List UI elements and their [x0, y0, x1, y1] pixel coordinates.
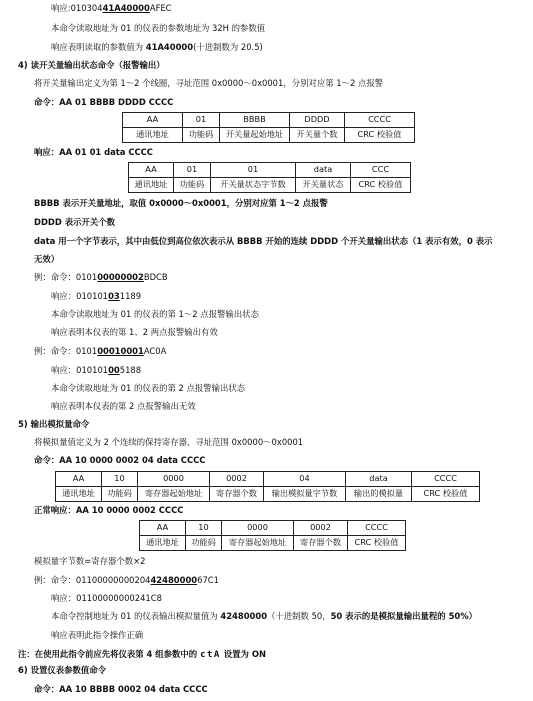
- example-2-command: [34, 347, 166, 357]
- hex-value: 00000002: [97, 272, 144, 282]
- table-cell: 寄存器起始地址: [138, 487, 210, 502]
- table-cell: AA: [56, 472, 102, 487]
- hex-value: 41A40000: [145, 42, 194, 52]
- table-cell: data: [346, 472, 412, 487]
- text: 50 表示的是模拟量输出量程的 50%）: [330, 611, 478, 621]
- table-row: [56, 487, 480, 502]
- table-cell: 开关量状态字节数: [211, 178, 296, 193]
- table-cell: 开关量个数: [290, 128, 345, 143]
- table-cell: 功能码: [183, 128, 220, 143]
- response-table-5: [139, 520, 406, 551]
- table-cell: CRC 校验值: [348, 536, 406, 551]
- table-cell: 10: [102, 472, 138, 487]
- hex-prefix: 010101: [76, 291, 109, 301]
- table-cell: CCC: [351, 163, 411, 178]
- example-3-response-description: 响应表明此指令操作正确: [51, 630, 144, 640]
- example-3-description: [51, 612, 477, 622]
- section-5-description: 将模拟量值定义为 2 个连续的保持寄存器，寻址范围 0x0000～0x0001: [34, 437, 304, 447]
- label: 例：命令：: [34, 346, 76, 356]
- table-row: [123, 113, 415, 128]
- table-cell: data: [296, 163, 351, 178]
- command-format-6: 命令：AA 10 BBBB 0002 04 data CCCC: [34, 684, 208, 694]
- hex-suffix: BDCB: [143, 272, 168, 282]
- example-1-description: 本命令读取地址为 01 的仪表的第 1～2 点报警输出状态: [51, 309, 259, 319]
- hex-suffix: 67C1: [197, 575, 219, 585]
- table-row: [123, 128, 415, 143]
- hex-value: 41A40000: [102, 3, 150, 13]
- table-row: [129, 163, 411, 178]
- table-cell: 通讯地址: [140, 536, 186, 551]
- response-description: [51, 43, 263, 53]
- section-4-description: 将开关量输出定义为第 1～2 个线圈，寻址范围 0x0000～0x0001，分别对应第 1～2 点报警: [34, 78, 384, 88]
- table-cell: AA: [129, 163, 174, 178]
- label: 响应：: [51, 593, 77, 603]
- table-cell: 功能码: [186, 536, 222, 551]
- label: 响应：: [51, 291, 77, 301]
- bytes-formula: 模拟量字节数=寄存器个数×2: [34, 556, 146, 566]
- table-cell: 0000: [138, 472, 210, 487]
- example-2-response: [51, 366, 141, 376]
- table-cell: 功能码: [174, 178, 211, 193]
- dddd-description: DDDD 表示开关个数: [34, 217, 115, 227]
- table-cell: AA: [140, 521, 186, 536]
- table-cell: DDDD: [290, 113, 345, 128]
- data-description-cont: 无效）: [34, 254, 60, 264]
- text: 本命令控制地址为 01 的仪表输出模拟量值为: [51, 611, 221, 621]
- label: 响应:: [51, 3, 71, 13]
- hex-value: 00: [108, 365, 120, 375]
- label: 响应：: [51, 365, 77, 375]
- table-cell: CRC 校验值: [351, 178, 411, 193]
- hex-suffix: 5188: [119, 365, 142, 375]
- example-2-response-description: 响应表明本仪表的第 2 点报警输出无效: [51, 401, 196, 411]
- note-line: [18, 650, 266, 660]
- hex-value: 01100000000241C8: [76, 593, 162, 603]
- table-cell: CCCC: [348, 521, 406, 536]
- table-cell: BBBB: [220, 113, 290, 128]
- example-3-response: [51, 594, 162, 604]
- data-description: data 用一个字节表示，其中由低位到高位依次表示从 BBBB 开始的连续 DDDD 个开关量输出状态（1 表示有效，0 表示: [34, 236, 493, 246]
- hex-prefix: 01100000000204: [75, 575, 151, 585]
- hex-suffix: AFEC: [149, 3, 172, 13]
- section-6-title: 6) 设置仪表参数值命令: [18, 665, 106, 675]
- text: 设置为 ON: [223, 649, 266, 659]
- table-cell: 04: [264, 472, 346, 487]
- table-cell: 输出的模拟量: [346, 487, 412, 502]
- example-1-response-description: 响应表明本仪表的第 1、2 两点报警输出有效: [51, 327, 218, 337]
- table-cell: CRC 校验值: [412, 487, 480, 502]
- example-1-command: [34, 273, 168, 283]
- label: 例：命令：: [34, 575, 76, 585]
- table-cell: 01: [183, 113, 220, 128]
- section-5-title: 5) 输出模拟量命令: [18, 419, 90, 429]
- text: 注：在使用此指令前应先将仪表第 4 组参数中的: [18, 649, 198, 659]
- command-table-4: [122, 112, 415, 143]
- table-cell: 寄存器个数: [210, 487, 264, 502]
- table-cell: 0000: [222, 521, 294, 536]
- hex-value: 42480000: [150, 575, 198, 585]
- table-cell: 寄存器个数: [294, 536, 348, 551]
- hex-prefix: 0101: [75, 272, 98, 282]
- table-cell: AA: [123, 113, 183, 128]
- read-description: 本命令读取地址为 01 的仪表的参数地址为 32H 的参数值: [51, 23, 266, 33]
- segment-display-text: ctA: [200, 650, 221, 660]
- text: (十进制数为 20.5): [193, 42, 263, 52]
- table-row: [140, 521, 406, 536]
- table-cell: 输出模拟量字节数: [264, 487, 346, 502]
- hex-value: 00010001: [97, 346, 144, 356]
- command-table-5: [55, 471, 480, 502]
- table-row: [140, 536, 406, 551]
- example-1-response: [51, 292, 141, 302]
- example-2-description: 本命令读取地址为 01 的仪表的第 2 点报警输出状态: [51, 383, 246, 393]
- hex-prefix: 010101: [76, 365, 109, 375]
- table-cell: 0002: [210, 472, 264, 487]
- table-row: [56, 472, 480, 487]
- command-format-5: 命令：AA 10 0000 0002 04 data CCCC: [34, 455, 206, 465]
- table-cell: 0002: [294, 521, 348, 536]
- text: 响应表明读取的参数值为: [51, 42, 146, 52]
- table-cell: 10: [186, 521, 222, 536]
- text: （十进制数 50，: [267, 611, 331, 621]
- hex-value: 42480000: [220, 611, 268, 621]
- table-cell: 01: [174, 163, 211, 178]
- hex-suffix: 1189: [119, 291, 142, 301]
- table-cell: 通讯地址: [56, 487, 102, 502]
- response-format: 响应：AA 01 01 data CCCC: [34, 147, 153, 157]
- table-row: [129, 178, 411, 193]
- table-cell: 开关量起始地址: [220, 128, 290, 143]
- table-cell: 寄存器起始地址: [222, 536, 294, 551]
- hex-suffix: AC0A: [143, 346, 167, 356]
- response-line: [51, 4, 172, 14]
- hex-prefix: 0101: [75, 346, 98, 356]
- response-table-4: [128, 162, 411, 193]
- section-4-title: 4) 读开关量输出状态命令（报警输出）: [18, 60, 165, 70]
- table-cell: CCCC: [412, 472, 480, 487]
- table-cell: 开关量状态: [296, 178, 351, 193]
- table-cell: 01: [211, 163, 296, 178]
- hex-prefix: 010304: [70, 3, 103, 13]
- command-format: 命令：AA 01 BBBB DDDD CCCC: [34, 97, 174, 107]
- example-3-command: [34, 576, 219, 586]
- table-cell: CCCC: [345, 113, 415, 128]
- hex-value: 03: [108, 291, 120, 301]
- table-cell: 通讯地址: [123, 128, 183, 143]
- normal-response-format: 正常响应：AA 10 0000 0002 CCCC: [34, 505, 184, 515]
- bbbb-description: BBBB 表示开关量地址，取值 0x0000～0x0001，分别对应第 1～2 点报警: [34, 198, 328, 208]
- table-cell: 通讯地址: [129, 178, 174, 193]
- label: 例：命令：: [34, 272, 76, 282]
- table-cell: CRC 校验值: [345, 128, 415, 143]
- table-cell: 功能码: [102, 487, 138, 502]
